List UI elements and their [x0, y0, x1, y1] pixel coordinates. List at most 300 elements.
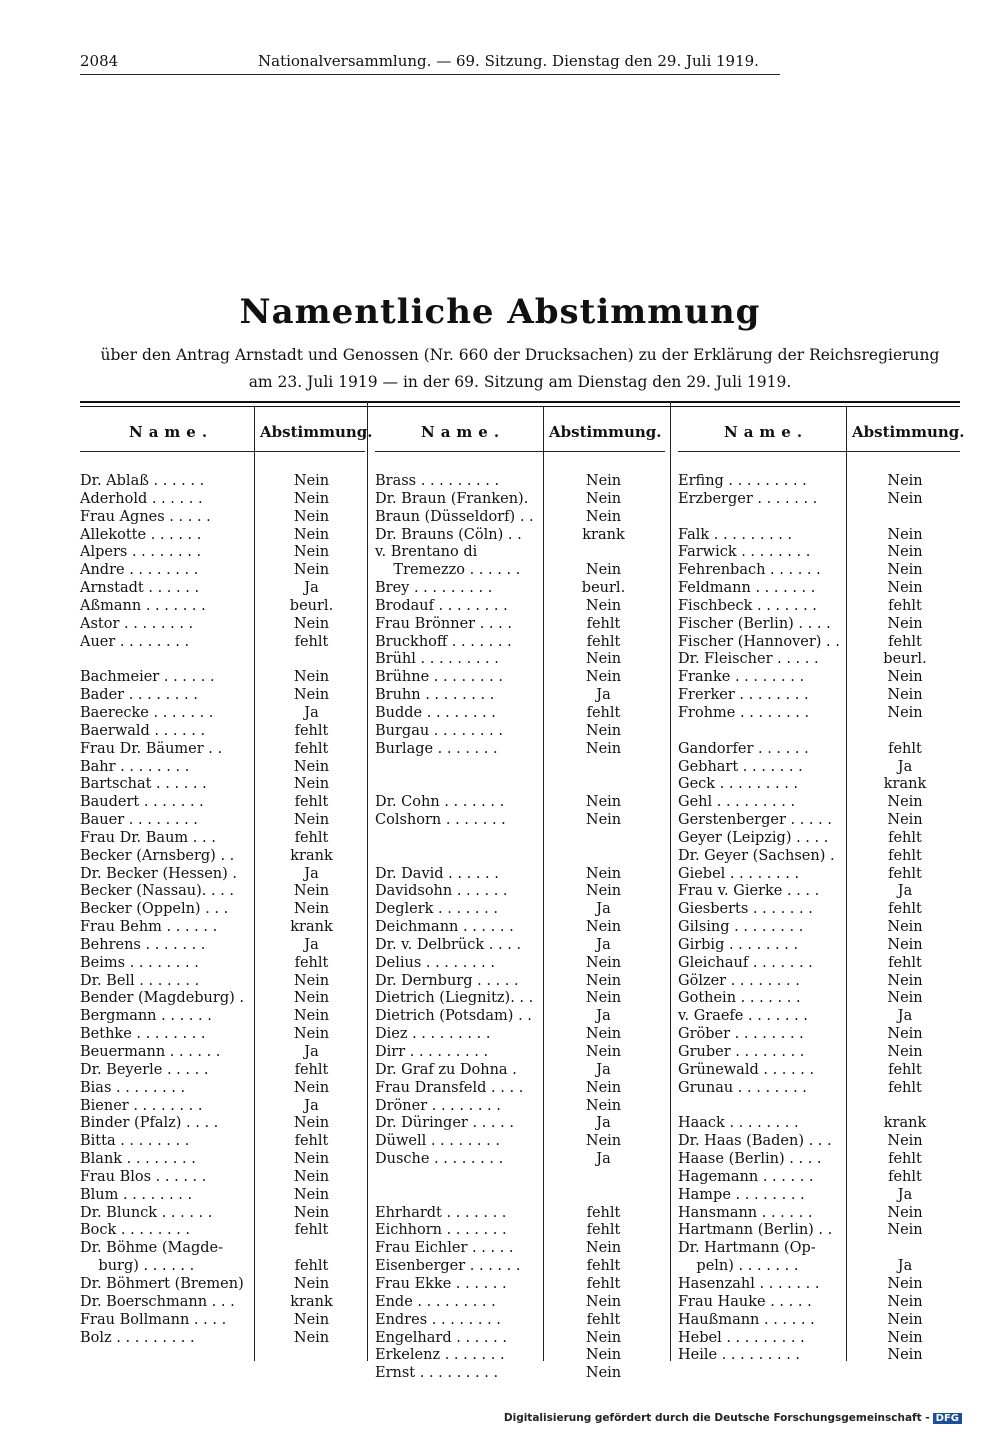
member-name: Endres . . . . . . . . — [375, 1311, 501, 1328]
table-row — [375, 973, 665, 991]
header-rule — [375, 451, 665, 452]
member-name: Brey . . . . . . . . . — [375, 580, 493, 597]
member-name: Bartschat . . . . . . — [80, 776, 207, 793]
vote-value: Nein — [585, 883, 622, 900]
vote-value: Nein — [293, 1008, 330, 1025]
vote-value: Nein — [887, 812, 923, 829]
table-row — [678, 580, 960, 598]
vote-value: Nein — [887, 526, 923, 543]
table-row — [375, 919, 665, 937]
table-row — [678, 1312, 960, 1330]
member-name: Blum . . . . . . . . — [80, 1186, 193, 1203]
member-name: Dr. Boerschmann . . . — [80, 1293, 235, 1310]
table-row — [375, 562, 665, 580]
table-row — [678, 759, 960, 777]
member-name: Bader . . . . . . . . — [80, 687, 198, 704]
table-row — [80, 1222, 365, 1240]
vote-value: Nein — [585, 919, 622, 936]
table-row — [678, 723, 960, 741]
vote-value: Nein — [293, 508, 330, 525]
vote-value: Ja — [304, 704, 319, 721]
member-name: Brodauf . . . . . . . . — [375, 597, 508, 614]
vote-value: Nein — [585, 740, 622, 757]
member-name: Dr. David . . . . . . — [375, 865, 499, 882]
vote-value: Ja — [304, 1097, 319, 1114]
member-name: Braun (Düsseldorf) . . — [375, 508, 534, 525]
vote-value: Nein — [887, 1133, 923, 1150]
vote-value: Nein — [585, 1044, 622, 1060]
vote-value: Ja — [897, 1186, 913, 1203]
vote-value: Ja — [596, 936, 611, 953]
table-row — [375, 1080, 665, 1098]
member-name: Bethke . . . . . . . . — [80, 1026, 206, 1043]
table-row — [375, 1062, 665, 1080]
table-row — [80, 1044, 365, 1062]
table-row — [80, 1312, 365, 1330]
member-name: Giesberts . . . . . . . — [678, 901, 813, 918]
table-row — [375, 1347, 665, 1365]
table-row — [678, 973, 960, 991]
table-row — [80, 1062, 365, 1080]
vote-value: Nein — [293, 1168, 330, 1185]
footer-credit — [504, 1412, 962, 1424]
member-name: Hampe . . . . . . . . — [678, 1186, 805, 1203]
table-row — [678, 919, 960, 937]
member-name: Farwick . . . . . . . . — [678, 544, 811, 561]
member-name: Eisenberger . . . . . . — [375, 1258, 521, 1275]
vote-value: Nein — [585, 812, 622, 829]
vote-value: Nein — [887, 562, 923, 579]
name-column-header: Name. — [129, 423, 214, 441]
table-row — [375, 616, 665, 634]
member-name: Baudert . . . . . . . — [80, 794, 204, 811]
vote-value: fehlt — [586, 1258, 621, 1275]
table-row — [375, 1187, 665, 1205]
document-title: Namentliche Abstimmung — [239, 292, 761, 332]
table-row — [375, 723, 665, 741]
vote-value: Nein — [585, 1133, 622, 1150]
table-row — [678, 955, 960, 973]
member-name: Dr. Becker (Hessen) . — [80, 865, 238, 882]
member-name: Dr. Blunck . . . . . . — [80, 1204, 213, 1221]
member-name: Baerecke . . . . . . . — [80, 704, 214, 721]
vote-column-1 — [80, 401, 373, 1361]
vote-value: fehlt — [294, 1061, 329, 1078]
table-row — [375, 651, 665, 669]
table-row — [375, 1205, 665, 1223]
vote-value: krank — [290, 919, 333, 936]
vote-rows — [375, 473, 665, 1383]
vote-value: Nein — [293, 1275, 330, 1292]
vote-value: Nein — [293, 1151, 330, 1168]
vote-value: fehlt — [586, 704, 621, 721]
member-name: Gölzer . . . . . . . . — [678, 972, 800, 989]
table-row — [80, 919, 365, 937]
member-name: Brühne . . . . . . . . — [375, 669, 503, 686]
table-row — [80, 616, 365, 634]
member-name: Davidsohn . . . . . . — [375, 883, 508, 900]
table-row — [678, 866, 960, 884]
footer-text: Digitalisierung gefördert durch die Deutsche Forschungsgemeinschaft - — [503, 1412, 930, 1424]
vote-value: Nein — [585, 1240, 622, 1257]
table-row — [678, 901, 960, 919]
table-row — [375, 580, 665, 598]
member-name: Haußmann . . . . . . — [678, 1311, 815, 1328]
table-row — [80, 1133, 365, 1151]
vote-value: Nein — [887, 936, 923, 953]
member-name: Frau Blos . . . . . . — [80, 1168, 207, 1185]
member-name: Geck . . . . . . . . . — [678, 776, 799, 793]
member-name: Erzberger . . . . . . . — [678, 490, 818, 507]
table-row — [80, 544, 365, 562]
vote-value: Nein — [293, 758, 330, 775]
vote-value: krank — [290, 1293, 333, 1310]
vote-column-header: Abstimmung. — [260, 423, 373, 441]
vote-value: Nein — [293, 901, 330, 918]
vote-value: Nein — [585, 1026, 622, 1043]
vote-value: Ja — [304, 936, 319, 953]
member-name: Allekotte . . . . . . — [80, 526, 202, 543]
member-name: Dr. Braun (Franken). — [375, 490, 529, 507]
vote-value: Nein — [293, 526, 330, 543]
table-row — [375, 848, 665, 866]
vote-value: fehlt — [586, 1275, 621, 1292]
vote-value: Nein — [293, 812, 330, 829]
vote-value: Nein — [293, 990, 330, 1007]
member-name: Hansmann . . . . . . — [678, 1204, 813, 1221]
document-subtitle — [80, 342, 960, 396]
dfg-logo: DFG — [933, 1413, 962, 1424]
vote-value: fehlt — [888, 1079, 922, 1096]
member-name: Hasenzahl . . . . . . . — [678, 1275, 820, 1292]
vote-value: Nein — [293, 1329, 330, 1346]
vote-rows — [678, 473, 960, 1365]
table-row — [80, 955, 365, 973]
table-row — [80, 1169, 365, 1187]
table-row — [678, 1330, 960, 1348]
member-name: Bolz . . . . . . . . . — [80, 1329, 195, 1346]
member-name: Grünewald . . . . . . — [678, 1061, 815, 1078]
member-name: Dietrich (Potsdam) . . — [375, 1008, 532, 1025]
member-name: Frau Dr. Baum . . . — [80, 829, 216, 846]
vote-value: Nein — [585, 990, 622, 1007]
member-name: Astor . . . . . . . . — [80, 615, 194, 632]
member-name: v. Graefe . . . . . . . — [678, 1008, 808, 1025]
vote-value: Ja — [596, 1008, 611, 1025]
vote-value: Nein — [293, 1026, 330, 1043]
table-row — [678, 1115, 960, 1133]
member-name: Fischer (Hannover) . . — [678, 633, 840, 650]
vote-value: Ja — [596, 1115, 611, 1132]
member-name: Burlage . . . . . . . — [375, 740, 498, 757]
member-name: Frohme . . . . . . . . — [678, 704, 810, 721]
vote-value: Nein — [585, 794, 622, 811]
table-row — [80, 527, 365, 545]
member-name: Hartmann (Berlin) . . — [678, 1222, 833, 1239]
table-row — [375, 544, 665, 562]
member-name: Franke . . . . . . . . — [678, 669, 805, 686]
member-name: Bias . . . . . . . . — [80, 1079, 186, 1096]
table-row — [80, 634, 365, 652]
vote-value: fehlt — [586, 1311, 621, 1328]
member-name: Brühl . . . . . . . . . — [375, 651, 499, 668]
vote-value: krank — [883, 1115, 927, 1132]
table-row — [375, 705, 665, 723]
member-name: Dr. Haas (Baden) . . . — [678, 1133, 832, 1150]
table-row — [80, 723, 365, 741]
vote-value: Nein — [585, 1347, 622, 1364]
table-row — [80, 848, 365, 866]
page-number: 2084 — [80, 52, 119, 70]
member-name: Dirr . . . . . . . . . — [375, 1044, 489, 1060]
vote-value: Nein — [293, 615, 330, 632]
vote-value: Nein — [887, 1293, 923, 1310]
vote-value: fehlt — [888, 847, 922, 864]
vote-value: Nein — [293, 1079, 330, 1096]
vote-value: Nein — [293, 1204, 330, 1221]
vote-value: Nein — [585, 1365, 622, 1382]
vote-table — [80, 401, 965, 1382]
table-row — [375, 1044, 665, 1062]
table-row — [375, 473, 665, 491]
vote-value: Nein — [585, 954, 622, 971]
vote-value: Nein — [585, 473, 622, 489]
member-name: Frau Behm . . . . . . — [80, 919, 218, 936]
member-name: Baerwald . . . . . . — [80, 722, 206, 739]
table-row — [375, 669, 665, 687]
vote-value: Nein — [585, 722, 622, 739]
table-row — [80, 669, 365, 687]
vote-value: Nein — [293, 687, 330, 704]
vote-column-header: Abstimmung. — [852, 423, 965, 441]
table-row — [80, 491, 365, 509]
member-name: Colshorn . . . . . . . — [375, 812, 506, 829]
column-separator — [670, 401, 671, 1361]
vote-value: fehlt — [888, 597, 922, 614]
table-row — [678, 1080, 960, 1098]
vote-value: Nein — [887, 919, 923, 936]
member-name: Frau Dransfeld . . . . — [375, 1079, 524, 1096]
vote-value: Nein — [293, 972, 330, 989]
vote-value: fehlt — [888, 1151, 922, 1168]
table-row — [678, 598, 960, 616]
vote-column-3 — [678, 401, 965, 1364]
table-row — [678, 527, 960, 545]
member-name: Gruber . . . . . . . . — [678, 1044, 805, 1060]
table-row — [678, 544, 960, 562]
vote-value: fehlt — [888, 633, 922, 650]
table-row — [80, 1294, 365, 1312]
member-name: Ernst . . . . . . . . . — [375, 1365, 499, 1382]
member-name: peln) . . . . . . . — [678, 1258, 799, 1275]
member-name: Feldmann . . . . . . . — [678, 580, 816, 597]
table-row — [375, 1312, 665, 1330]
vote-value: Ja — [897, 758, 913, 775]
vote-value: Nein — [887, 615, 923, 632]
table-row — [375, 741, 665, 759]
member-name: Beuermann . . . . . . — [80, 1044, 221, 1060]
member-name: Hebel . . . . . . . . . — [678, 1329, 805, 1346]
table-row — [80, 1008, 365, 1026]
member-name: Gleichauf . . . . . . . — [678, 954, 813, 971]
member-name: Blank . . . . . . . . — [80, 1151, 196, 1168]
vote-value: Nein — [887, 544, 923, 561]
table-row — [80, 937, 365, 955]
table-row — [80, 759, 365, 777]
member-name: Dusche . . . . . . . . — [375, 1151, 504, 1168]
vote-value: Ja — [596, 687, 611, 704]
table-row — [678, 937, 960, 955]
vote-value: fehlt — [888, 1061, 922, 1078]
member-name: Grunau . . . . . . . . — [678, 1079, 807, 1096]
member-name: Frau Hauke . . . . . — [678, 1293, 812, 1310]
table-row — [80, 1115, 365, 1133]
vote-value: fehlt — [586, 633, 621, 650]
member-name: Behrens . . . . . . . — [80, 936, 206, 953]
running-title: Nationalversammlung. — 69. Sitzung. Dienstag den 29. Juli 1919. — [258, 52, 759, 70]
table-row — [80, 812, 365, 830]
table-row — [80, 866, 365, 884]
vote-value: Nein — [887, 687, 923, 704]
member-name: Heile . . . . . . . . . — [678, 1347, 801, 1364]
vote-value: fehlt — [888, 740, 922, 757]
table-row — [678, 812, 960, 830]
vote-value: fehlt — [294, 1258, 329, 1275]
subtitle-line-1: über den Antrag Arnstadt und Genossen (Nr. 660 der Drucksachen) zu der Erklärung der Reichsregierung — [100, 346, 940, 364]
table-row — [375, 598, 665, 616]
table-row — [678, 1276, 960, 1294]
member-name: Tremezzo . . . . . . — [375, 562, 521, 579]
member-name: v. Brentano di — [375, 544, 478, 561]
member-name: Dr. Bell . . . . . . . — [80, 972, 200, 989]
vote-value: Nein — [585, 508, 622, 525]
vote-value: fehlt — [586, 615, 621, 632]
member-name: Dr. Düringer . . . . . — [375, 1115, 514, 1132]
vote-value: Nein — [293, 1115, 330, 1132]
table-row — [375, 955, 665, 973]
table-row — [678, 1258, 960, 1276]
member-name: Binder (Pfalz) . . . . — [80, 1115, 219, 1132]
member-name: Bachmeier . . . . . . — [80, 669, 215, 686]
table-row — [375, 1330, 665, 1348]
table-row — [678, 1222, 960, 1240]
table-row — [678, 1294, 960, 1312]
vote-value: Nein — [585, 1329, 622, 1346]
table-row — [678, 830, 960, 848]
member-name: Engelhard . . . . . . — [375, 1329, 507, 1346]
vote-value: fehlt — [586, 1222, 621, 1239]
vote-value: Nein — [293, 473, 330, 489]
header-rule — [678, 451, 960, 452]
member-name: Becker (Arnsberg) . . — [80, 847, 235, 864]
table-row — [375, 527, 665, 545]
table-row — [80, 687, 365, 705]
vote-column-2 — [375, 401, 665, 1382]
table-row — [80, 1205, 365, 1223]
table-row — [375, 1365, 665, 1383]
vote-value: Nein — [887, 1044, 923, 1060]
member-name: Gebhart . . . . . . . — [678, 758, 803, 775]
vote-value: Nein — [887, 1275, 923, 1292]
member-name: Gehl . . . . . . . . . — [678, 794, 796, 811]
table-row — [678, 1205, 960, 1223]
member-name: Dr. Böhme (Magde- — [80, 1240, 224, 1257]
table-row — [80, 562, 365, 580]
member-name: Girbig . . . . . . . . — [678, 936, 799, 953]
table-row — [678, 1169, 960, 1187]
member-name: Arnstadt . . . . . . — [80, 580, 200, 597]
table-row — [678, 616, 960, 634]
table-row — [678, 1133, 960, 1151]
table-row — [678, 1240, 960, 1258]
member-name: Budde . . . . . . . . — [375, 704, 496, 721]
vote-value: fehlt — [294, 794, 329, 811]
table-row — [375, 830, 665, 848]
table-row — [80, 598, 365, 616]
member-name: Haase (Berlin) . . . . — [678, 1151, 822, 1168]
vote-rows — [80, 473, 365, 1347]
name-column-header: Name. — [724, 423, 809, 441]
table-row — [80, 1080, 365, 1098]
table-row — [375, 491, 665, 509]
member-name: Erkelenz . . . . . . . — [375, 1347, 505, 1364]
member-name: Eichhorn . . . . . . . — [375, 1222, 507, 1239]
vote-value: Nein — [585, 1293, 622, 1310]
vote-value: Nein — [887, 972, 923, 989]
member-name: Gothein . . . . . . . — [678, 990, 801, 1007]
table-row — [80, 580, 365, 598]
member-name: Dr. Hartmann (Op- — [678, 1240, 816, 1257]
member-name: Gilsing . . . . . . . . — [678, 919, 804, 936]
member-name: Brass . . . . . . . . . — [375, 473, 500, 489]
table-row — [375, 776, 665, 794]
table-row — [375, 1026, 665, 1044]
member-name: Fischbeck . . . . . . . — [678, 597, 817, 614]
vote-value: Ja — [897, 883, 913, 900]
member-name: Frau Agnes . . . . . — [80, 508, 211, 525]
vote-value: Nein — [585, 490, 622, 507]
table-row — [80, 901, 365, 919]
member-name: Bitta . . . . . . . . — [80, 1133, 190, 1150]
table-row — [80, 509, 365, 527]
table-row — [678, 1044, 960, 1062]
vote-value: fehlt — [294, 1222, 329, 1239]
table-row — [678, 473, 960, 491]
table-row — [80, 1026, 365, 1044]
table-row — [678, 687, 960, 705]
vote-value: Ja — [596, 1061, 611, 1078]
table-row — [678, 1098, 960, 1116]
column-separator — [367, 401, 368, 1361]
member-name: Erfing . . . . . . . . . — [678, 473, 807, 489]
table-row — [375, 1008, 665, 1026]
member-name: Beims . . . . . . . . — [80, 954, 199, 971]
table-row — [80, 473, 365, 491]
table-row — [375, 794, 665, 812]
table-row — [678, 776, 960, 794]
table-row — [375, 812, 665, 830]
member-name: Dr. Böhmert (Bremen) — [80, 1275, 244, 1292]
vote-value: Ja — [596, 1151, 611, 1168]
member-name: Fischer (Berlin) . . . . — [678, 615, 831, 632]
vote-value: Nein — [585, 1079, 622, 1096]
member-name: Frau Ekke . . . . . . — [375, 1275, 507, 1292]
table-row — [678, 509, 960, 527]
vote-value: Nein — [887, 1311, 923, 1328]
table-row — [678, 1187, 960, 1205]
member-name: Frau Brönner . . . . — [375, 615, 512, 632]
table-row — [678, 669, 960, 687]
